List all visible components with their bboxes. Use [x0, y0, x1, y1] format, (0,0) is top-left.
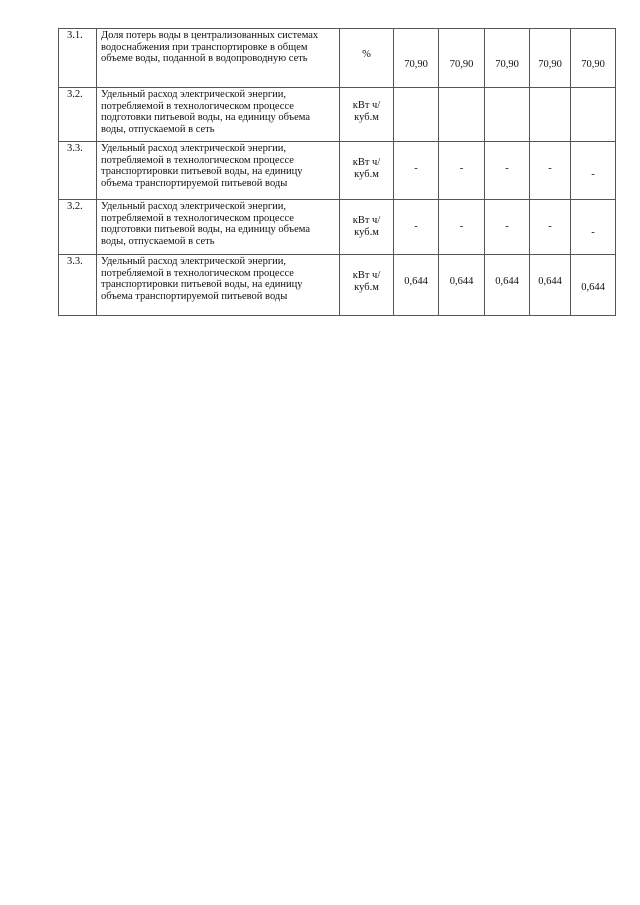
table-row [59, 200, 616, 255]
table-row [59, 142, 616, 200]
row-value: 0,644 [485, 255, 530, 316]
row-description: Удельный расход электрической энергии, потребляемой в технологическом процессе подготовки питьевой воды, на единицу объема воды, отпускаемой в сеть [97, 200, 340, 255]
row-value: 70,90 [530, 29, 571, 88]
row-value: 70,90 [394, 29, 439, 88]
row-description: Удельный расход электрической энергии, потребляемой в технологическом процессе подготовки питьевой воды, на единицу объема воды, отпускаемой в сеть [97, 88, 340, 142]
indicators-table-container [58, 28, 615, 316]
row-value: 70,90 [485, 29, 530, 88]
row-value: - [571, 142, 616, 200]
row-value: - [439, 142, 485, 200]
row-unit: кВт ч/куб.м [340, 142, 394, 200]
row-value: - [485, 200, 530, 255]
row-value: 0,644 [530, 255, 571, 316]
row-value: - [530, 142, 571, 200]
row-number: 3.2. [59, 200, 97, 255]
row-value [485, 88, 530, 142]
row-value [394, 88, 439, 142]
row-unit: % [340, 29, 394, 88]
row-description: Удельный расход электрической энергии, потребляемой в технологическом процессе транспортировки питьевой воды, на единицу объема транспортируемой питьевой воды [97, 255, 340, 316]
row-number: 3.2. [59, 88, 97, 142]
row-description: Доля потерь воды в централизованных системах водоснабжения при транспортировке в общем объеме воды, поданной в водопроводную сеть [97, 29, 340, 88]
row-number: 3.1. [59, 29, 97, 88]
row-value [530, 88, 571, 142]
row-value: - [394, 200, 439, 255]
row-value: 0,644 [439, 255, 485, 316]
table-row [59, 88, 616, 142]
row-value: 0,644 [571, 255, 616, 316]
row-value [571, 88, 616, 142]
row-value: 70,90 [571, 29, 616, 88]
row-value [439, 88, 485, 142]
row-value: - [394, 142, 439, 200]
table-row [59, 255, 616, 316]
row-unit: кВт ч/куб.м [340, 255, 394, 316]
row-description: Удельный расход электрической энергии, потребляемой в технологическом процессе транспортировки питьевой воды, на единицу объема транспортируемой питьевой воды [97, 142, 340, 200]
indicators-table [58, 28, 616, 316]
row-value: - [530, 200, 571, 255]
row-value: - [485, 142, 530, 200]
row-value: 70,90 [439, 29, 485, 88]
row-unit: кВт ч/куб.м [340, 200, 394, 255]
row-value: 0,644 [394, 255, 439, 316]
row-unit: кВт ч/куб.м [340, 88, 394, 142]
row-value: - [439, 200, 485, 255]
table-row [59, 29, 616, 88]
row-value: - [571, 200, 616, 255]
row-number: 3.3. [59, 142, 97, 200]
row-number: 3.3. [59, 255, 97, 316]
